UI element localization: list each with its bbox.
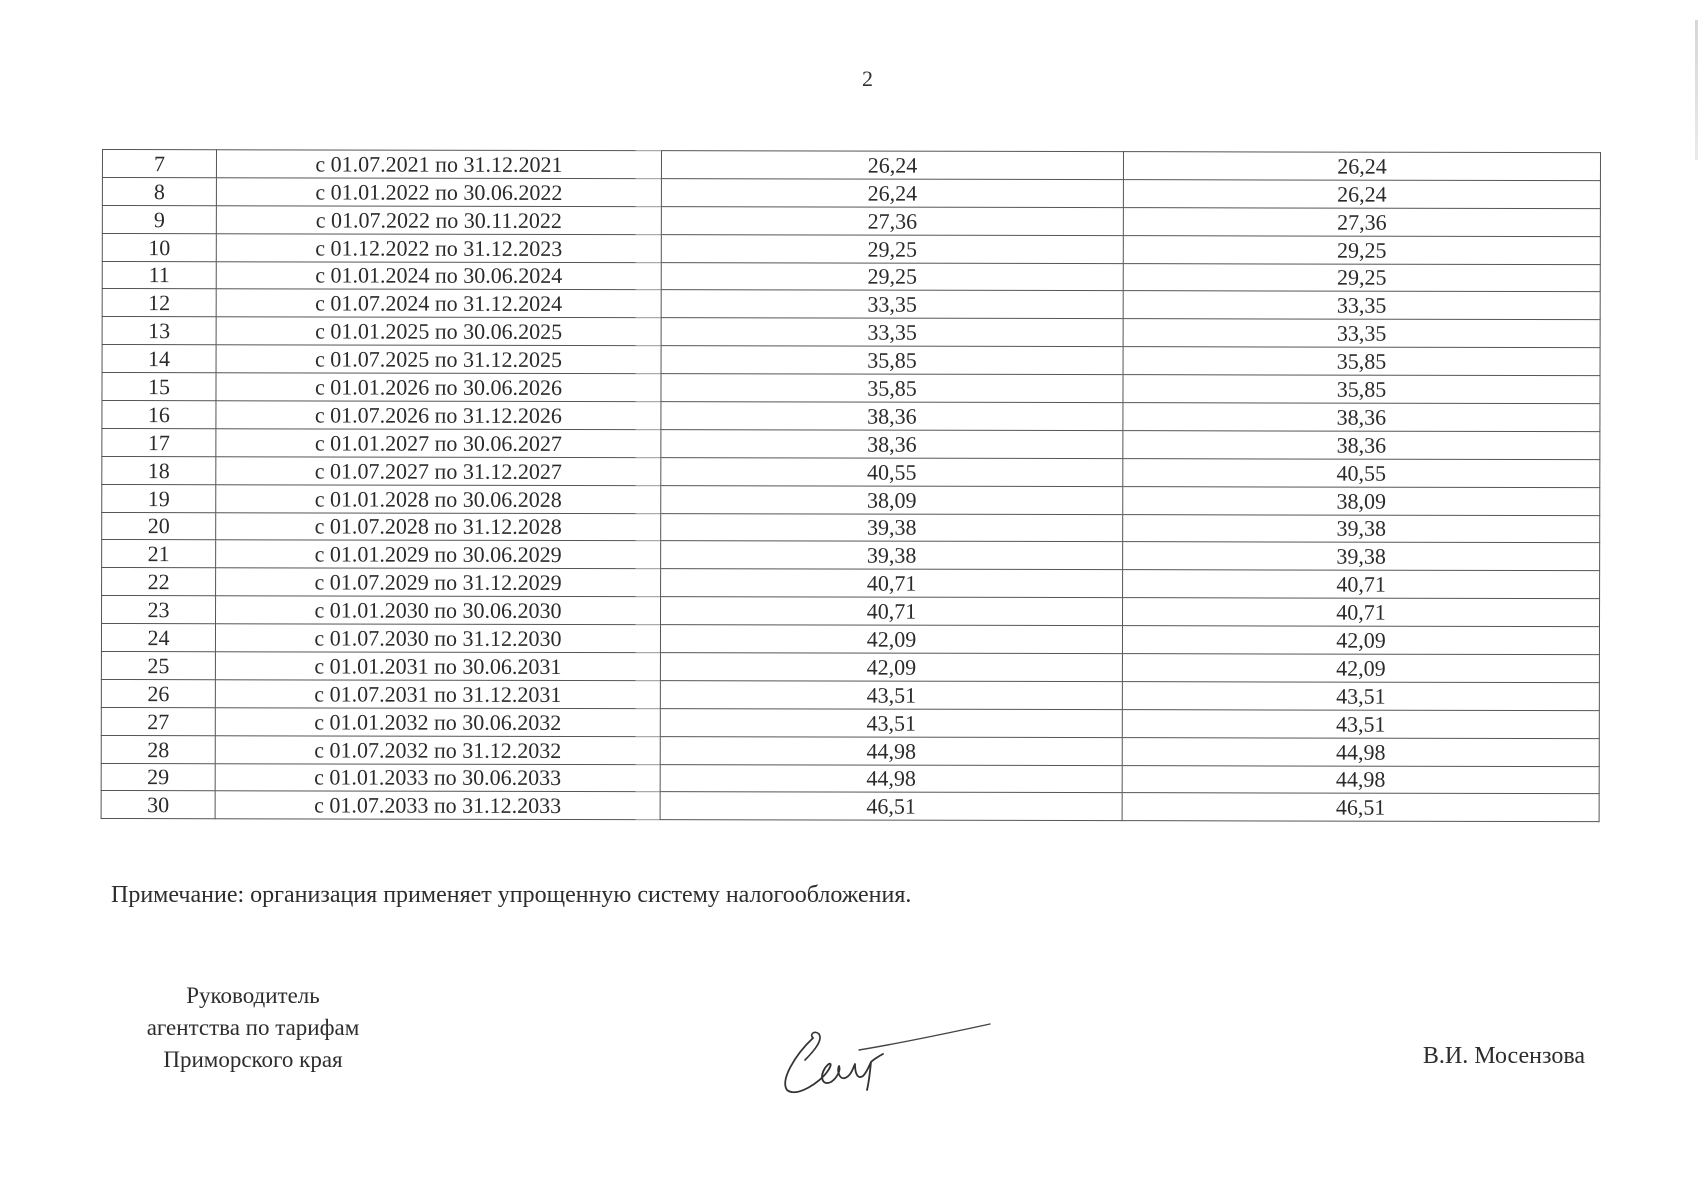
row-number-cell: 13 — [102, 317, 216, 345]
table-row — [101, 763, 1599, 794]
tariff-value-cell: 29,25 — [661, 234, 1123, 263]
tariff-value-cell: 26,24 — [661, 179, 1123, 208]
tariff-value-cell: 27,36 — [661, 206, 1123, 235]
table-row — [102, 596, 1600, 627]
period-cell: с 01.01.2031 по 30.06.2031 — [215, 652, 660, 681]
table-row — [102, 205, 1600, 236]
table-row — [101, 791, 1599, 822]
period-cell: с 01.07.2022 по 30.11.2022 — [216, 206, 661, 235]
tariff-value-cell: 35,85 — [1123, 347, 1600, 376]
row-number-cell: 24 — [101, 624, 215, 652]
period-cell: с 01.07.2032 по 31.12.2032 — [215, 735, 660, 764]
tariff-value-cell: 40,71 — [661, 597, 1123, 626]
period-cell: с 01.07.2030 по 31.12.2030 — [215, 624, 660, 653]
tariff-value-cell: 42,09 — [1122, 654, 1599, 683]
table-row — [102, 540, 1600, 571]
tariff-value-cell: 26,24 — [1123, 152, 1600, 181]
table-row — [102, 428, 1600, 459]
signer-name: В.И. Мосензова — [1422, 1043, 1585, 1069]
tariff-value-cell: 38,36 — [1123, 431, 1600, 460]
tariff-value-cell: 39,38 — [661, 541, 1123, 570]
table-row — [101, 679, 1599, 710]
tariff-value-cell: 38,36 — [661, 430, 1123, 459]
signer-title — [108, 980, 398, 1076]
period-cell: с 01.12.2022 по 31.12.2023 — [216, 233, 661, 262]
row-number-cell: 15 — [102, 373, 216, 401]
row-number-cell: 20 — [102, 512, 216, 540]
row-number-cell: 9 — [102, 205, 216, 233]
table-row — [101, 652, 1599, 683]
row-number-cell: 22 — [102, 568, 216, 596]
table-row — [101, 735, 1599, 766]
tariff-value-cell: 40,71 — [661, 569, 1123, 598]
period-cell: с 01.07.2033 по 31.12.2033 — [215, 791, 660, 820]
tariff-value-cell: 35,85 — [661, 346, 1123, 375]
table-row — [101, 707, 1599, 738]
period-cell: с 01.07.2021 по 31.12.2021 — [216, 150, 661, 179]
tariff-value-cell: 39,38 — [661, 513, 1123, 542]
signature-icon — [775, 1020, 995, 1100]
row-number-cell: 19 — [102, 484, 216, 512]
period-cell: с 01.07.2026 по 31.12.2026 — [216, 401, 661, 430]
tariff-value-cell: 33,35 — [661, 290, 1123, 319]
period-cell: с 01.07.2029 по 31.12.2029 — [216, 568, 661, 597]
tariff-value-cell: 44,98 — [1122, 765, 1599, 794]
tariff-value-cell: 29,25 — [1123, 263, 1600, 292]
period-cell: с 01.01.2025 по 30.06.2025 — [216, 317, 661, 346]
row-number-cell: 8 — [102, 177, 216, 205]
period-cell: с 01.01.2024 по 30.06.2024 — [216, 261, 661, 290]
period-cell: с 01.01.2022 по 30.06.2022 — [216, 178, 661, 207]
tariff-value-cell: 44,98 — [1122, 737, 1599, 766]
period-cell: с 01.07.2028 по 31.12.2028 — [216, 512, 661, 541]
table-row — [102, 317, 1600, 348]
table-row — [102, 233, 1600, 264]
period-cell: с 01.01.2030 по 30.06.2030 — [216, 596, 661, 625]
tariff-table — [101, 149, 1601, 823]
row-number-cell: 17 — [102, 428, 216, 456]
table-row — [102, 261, 1600, 292]
tariff-value-cell: 39,38 — [1123, 542, 1600, 571]
tariff-value-cell: 40,71 — [1123, 598, 1600, 627]
tariff-value-cell: 44,98 — [660, 736, 1122, 765]
tariff-value-cell: 33,35 — [661, 318, 1123, 347]
tariff-value-cell: 35,85 — [661, 374, 1123, 403]
row-number-cell: 21 — [102, 540, 216, 568]
row-number-cell: 18 — [102, 456, 216, 484]
row-number-cell: 29 — [101, 763, 215, 791]
signer-title-line: агентства по тарифам — [146, 1015, 360, 1040]
period-cell: с 01.01.2032 по 30.06.2032 — [215, 708, 660, 737]
period-cell: с 01.01.2026 по 30.06.2026 — [216, 373, 661, 402]
tariff-value-cell: 26,24 — [661, 151, 1123, 180]
row-number-cell: 30 — [101, 791, 215, 819]
tariff-value-cell: 42,09 — [660, 653, 1122, 682]
tariff-value-cell: 40,71 — [1123, 570, 1600, 599]
tariff-value-cell: 40,55 — [1123, 458, 1600, 487]
row-number-cell: 16 — [102, 401, 216, 429]
tariff-value-cell: 38,36 — [661, 402, 1123, 431]
row-number-cell: 12 — [102, 289, 216, 317]
table-row — [102, 177, 1600, 208]
table-row — [102, 456, 1600, 487]
row-number-cell: 26 — [101, 679, 215, 707]
tariff-value-cell: 43,51 — [1122, 709, 1599, 738]
note-text: Примечание: организация применяет упрощенную систему налогообложения. — [111, 882, 912, 908]
row-number-cell: 27 — [101, 707, 215, 735]
tariff-value-cell: 27,36 — [1123, 207, 1600, 236]
tariff-value-cell: 35,85 — [1123, 375, 1600, 404]
tariff-value-cell: 43,51 — [660, 708, 1122, 737]
table-row — [102, 150, 1600, 181]
period-cell: с 01.01.2028 по 30.06.2028 — [216, 484, 661, 513]
tariff-value-cell: 40,55 — [661, 457, 1123, 486]
tariff-value-cell: 42,09 — [660, 625, 1122, 654]
period-cell: с 01.07.2027 по 31.12.2027 — [216, 457, 661, 486]
tariff-value-cell: 42,09 — [1122, 626, 1599, 655]
table-row — [102, 345, 1600, 376]
tariff-value-cell: 26,24 — [1123, 180, 1600, 209]
tariff-value-cell: 43,51 — [1122, 682, 1599, 711]
period-cell: с 01.07.2024 по 31.12.2024 — [216, 289, 661, 318]
row-number-cell: 11 — [102, 261, 216, 289]
page-number: 2 — [862, 66, 873, 91]
row-number-cell: 23 — [102, 596, 216, 624]
tariff-value-cell: 39,38 — [1123, 514, 1600, 543]
signer-title-line: Руководитель — [186, 983, 320, 1008]
row-number-cell: 14 — [102, 345, 216, 373]
table-row — [102, 568, 1600, 599]
period-cell: с 01.07.2031 по 31.12.2031 — [215, 680, 660, 709]
table-row — [102, 373, 1600, 404]
period-cell: с 01.01.2029 по 30.06.2029 — [216, 540, 661, 569]
tariff-value-cell: 29,25 — [1123, 235, 1600, 264]
row-number-cell: 7 — [102, 150, 216, 178]
signer-title-line: Приморского края — [163, 1047, 343, 1072]
tariff-value-cell: 43,51 — [660, 681, 1122, 710]
row-number-cell: 10 — [102, 233, 216, 261]
tariff-value-cell: 29,25 — [661, 262, 1123, 291]
tariff-value-cell: 46,51 — [660, 792, 1122, 821]
tariff-value-cell: 44,98 — [660, 764, 1122, 793]
row-number-cell: 28 — [101, 735, 215, 763]
period-cell: с 01.01.2033 по 30.06.2033 — [215, 763, 660, 792]
period-cell: с 01.01.2027 по 30.06.2027 — [216, 429, 661, 458]
table-row — [102, 512, 1600, 543]
table-row — [101, 624, 1599, 655]
table-row — [102, 401, 1600, 432]
row-number-cell: 25 — [101, 652, 215, 680]
table-row — [102, 289, 1600, 320]
tariff-value-cell: 33,35 — [1123, 319, 1600, 348]
tariff-value-cell: 33,35 — [1123, 291, 1600, 320]
tariff-value-cell: 38,09 — [1123, 486, 1600, 515]
tariff-value-cell: 46,51 — [1122, 793, 1599, 822]
table-row — [102, 484, 1600, 515]
tariff-value-cell: 38,09 — [661, 485, 1123, 514]
period-cell: с 01.07.2025 по 31.12.2025 — [216, 345, 661, 374]
tariff-table-body — [101, 150, 1600, 823]
tariff-value-cell: 38,36 — [1123, 403, 1600, 432]
